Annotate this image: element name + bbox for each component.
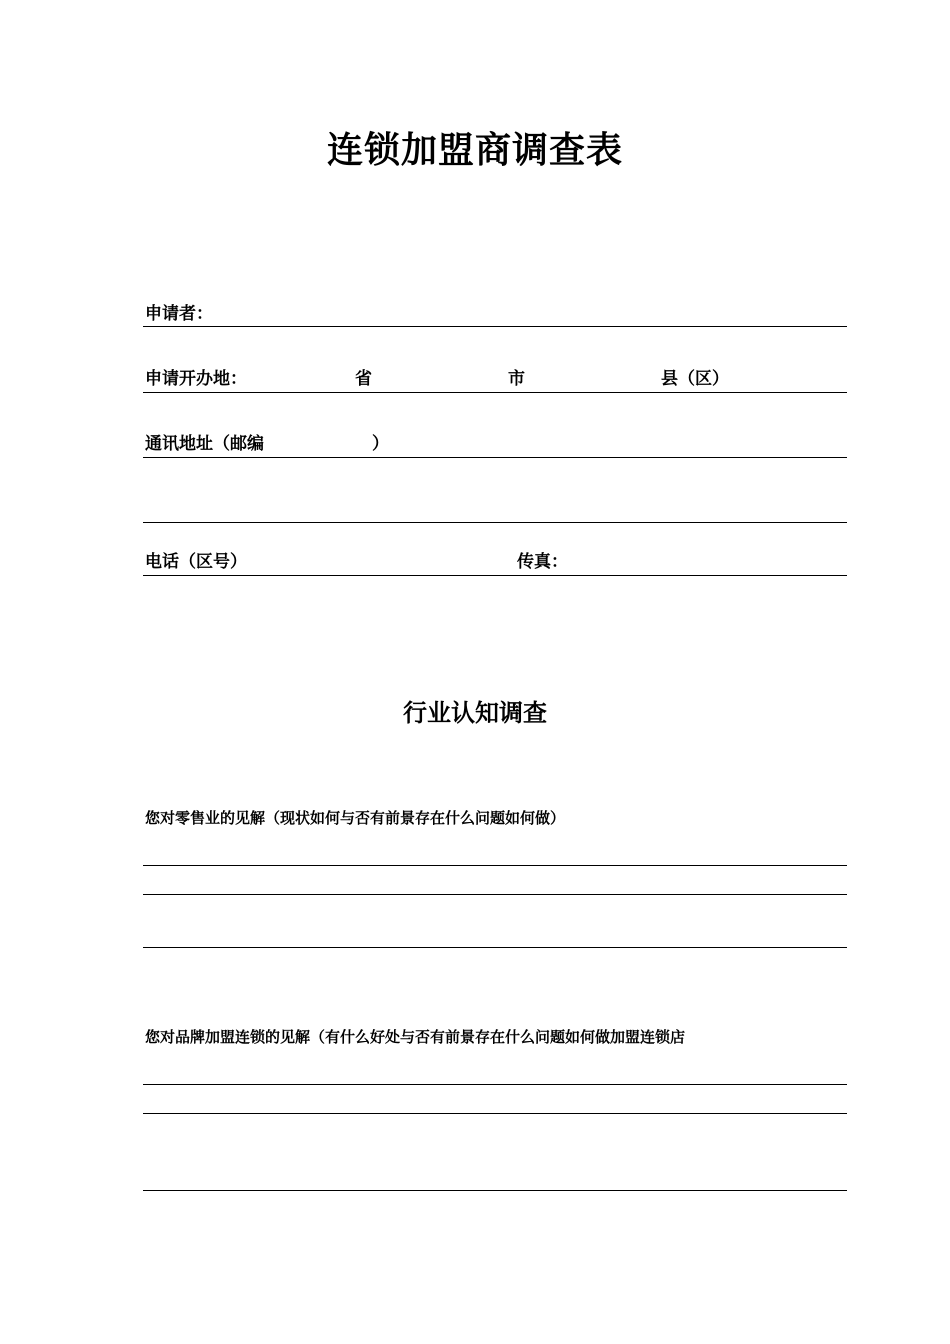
- answer-line-1b[interactable]: [143, 894, 847, 895]
- address-label: 通讯地址（邮编: [145, 434, 264, 454]
- location-label: 申请开办地：: [145, 369, 247, 389]
- fax-label: 传真：: [517, 552, 568, 572]
- address-line-2[interactable]: [143, 522, 847, 523]
- question-retail: 您对零售业的见解（现状如何与否有前景存在什么问题如何做）: [145, 809, 566, 827]
- answer-line-1a[interactable]: [143, 865, 847, 866]
- survey-section-title: 行业认知调查: [403, 699, 547, 727]
- location-line[interactable]: [143, 392, 847, 393]
- city-label: 市: [508, 369, 525, 389]
- address-close-paren: ）: [372, 434, 389, 454]
- question-franchise: 您对品牌加盟连锁的见解（有什么好处与否有前景存在什么问题如何做加盟连锁店: [145, 1028, 686, 1046]
- address-line[interactable]: [143, 457, 847, 458]
- applicant-label: 申请者：: [145, 304, 213, 324]
- applicant-line[interactable]: [143, 326, 847, 327]
- answer-line-1c[interactable]: [143, 947, 847, 948]
- province-label: 省: [355, 369, 372, 389]
- answer-line-2a[interactable]: [143, 1084, 847, 1085]
- answer-line-2b[interactable]: [143, 1113, 847, 1114]
- phone-label: 电话（区号）: [145, 552, 247, 572]
- answer-line-2c[interactable]: [143, 1190, 847, 1191]
- phone-fax-line[interactable]: [143, 575, 847, 576]
- form-title: 连锁加盟商调查表: [326, 130, 623, 171]
- county-label: 县（区）: [661, 369, 729, 389]
